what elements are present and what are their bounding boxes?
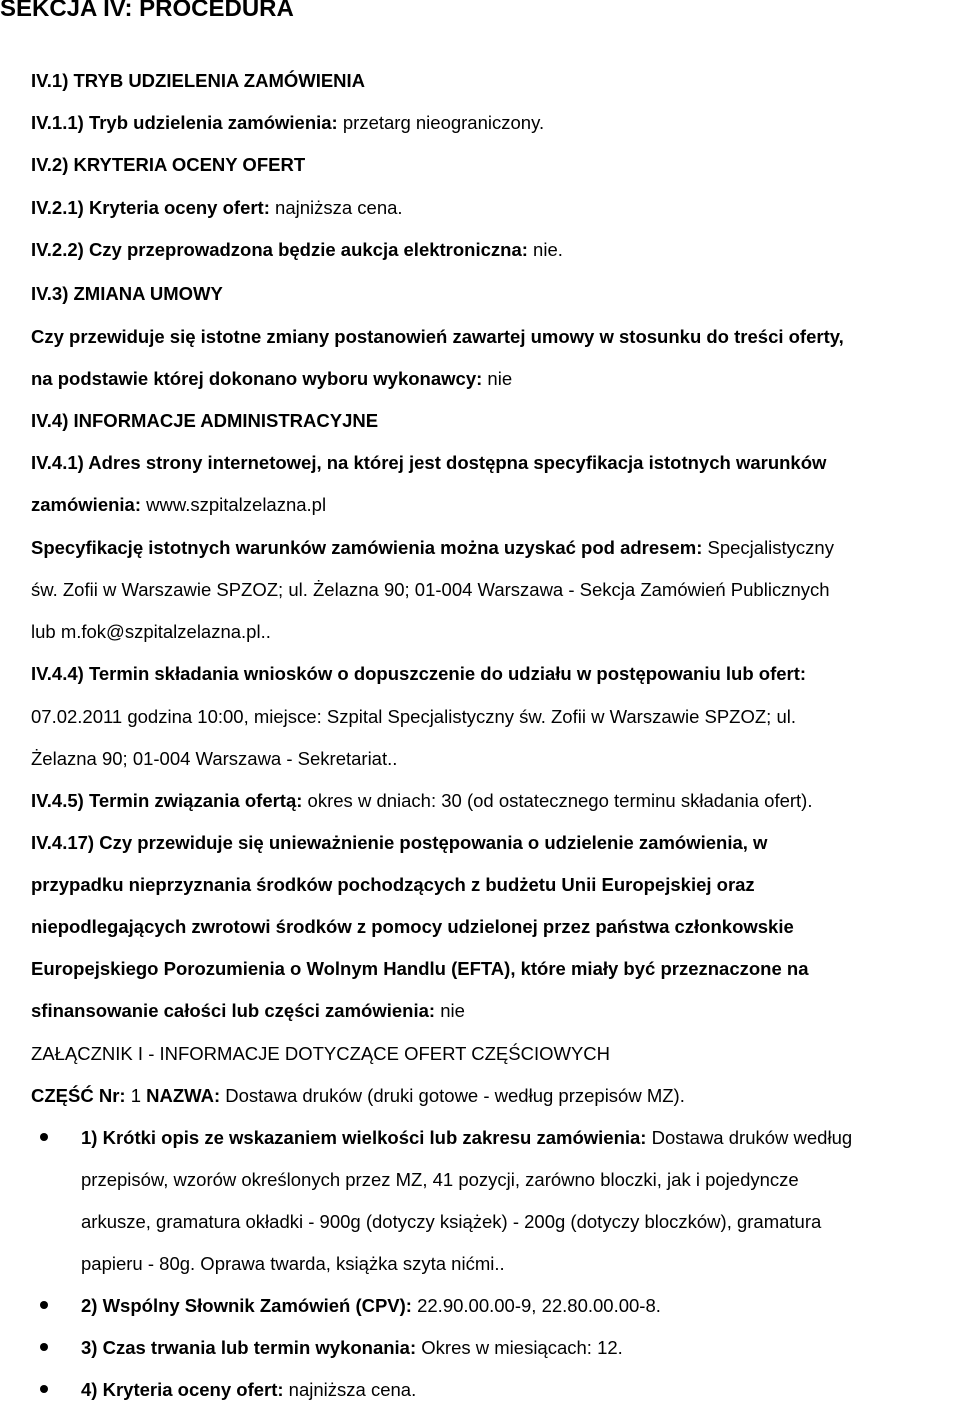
line-uniewaznienie-4: Europejskiego Porozumienia o Wolnym Handlu (EFTA), które miały być przeznaczone na (31, 958, 809, 979)
bullet-item-opis: 1) Krótki opis ze wskazaniem wielkości lub zakresu zamówienia: Dostawa druków według (81, 1127, 853, 1148)
line-czesc: CZĘŚĆ Nr: 1 NAZWA: Dostawa druków (druki gotowe - według przepisów MZ). (31, 1085, 685, 1106)
bullet-icon (40, 1385, 48, 1393)
heading-iv-1: IV.1) TRYB UDZIELENIA ZAMÓWIENIA (31, 70, 366, 91)
line-uniewaznienie-5: sfinansowanie całości lub części zamówienia: nie (31, 1000, 465, 1021)
bullet-item-opis-cont2: arkusze, gramatura okładki - 900g (dotyczy książek) - 200g (dotyczy bloczków), gramatura (81, 1211, 822, 1232)
heading-iv-4: IV.4) INFORMACJE ADMINISTRACYJNE (31, 410, 379, 431)
line-termin-cont2: Żelazna 90; 01-004 Warszawa - Sekretariat.. (31, 748, 398, 769)
line-uniewaznienie-2: przypadku nieprzyznania środków pochodzących z budżetu Unii Europejskiej oraz (31, 874, 755, 895)
line-uniewaznienie-3: niepodlegających zwrotowi środków z pomocy udzielonej przez państwa członkowskie (31, 916, 794, 937)
annex-heading: ZAŁĄCZNIK I - INFORMACJE DOTYCZĄCE OFERT CZĘŚCIOWYCH (31, 1043, 611, 1064)
heading-iv-3: IV.3) ZMIANA UMOWY (31, 283, 223, 304)
line-uniewaznienie: IV.4.17) Czy przewiduje się unieważnienie postępowania o udzielenie zamówienia, w (31, 832, 768, 853)
line-aukcja: IV.2.2) Czy przeprowadzona będzie aukcja elektroniczna: nie. (31, 239, 563, 260)
heading-iv-2: IV.2) KRYTERIA OCENY OFERT (31, 154, 306, 175)
line-zmiany: Czy przewiduje się istotne zmiany postanowień zawartej umowy w stosunku do treści oferty, (31, 326, 844, 347)
line-termin-cont: 07.02.2011 godzina 10:00, miejsce: Szpital Specjalistyczny św. Zofii w Warszawie SPZOZ; ul. (31, 706, 796, 727)
bullet-icon (40, 1343, 48, 1351)
line-adres-cont: zamówienia: www.szpitalzelazna.pl (31, 494, 327, 515)
bullet-item-opis-cont3: papieru - 80g. Oprawa twarda, książka szyta nićmi.. (81, 1253, 505, 1274)
line-zmiany-cont: na podstawie której dokonano wyboru wykonawcy: nie (31, 368, 513, 389)
bullet-item-czas: 3) Czas trwania lub termin wykonania: Okres w miesiącach: 12. (81, 1337, 623, 1358)
section-title: SEKCJA IV: PROCEDURA (0, 0, 294, 22)
bullet-item-kryteria: 4) Kryteria oceny ofert: najniższa cena. (81, 1379, 417, 1400)
bullet-icon (40, 1301, 48, 1309)
bullet-item-opis-cont1: przepisów, wzorów określonych przez MZ, 41 pozycji, zarówno bloczki, jak i pojedyncze (81, 1169, 799, 1190)
line-siwz: Specyfikację istotnych warunków zamówienia można uzyskać pod adresem: Specjalistyczny (31, 537, 834, 558)
line-kryteria: IV.2.1) Kryteria oceny ofert: najniższa cena. (31, 197, 403, 218)
line-siwz-email: lub m.fok@szpitalzelazna.pl.. (31, 621, 271, 642)
line-zwiazanie: IV.4.5) Termin związania ofertą: okres w dniach: 30 (od ostatecznego terminu składania ofert). (31, 790, 813, 811)
line-termin: IV.4.4) Termin składania wniosków o dopuszczenie do udziału w postępowaniu lub ofert: (31, 663, 807, 684)
line-tryb: IV.1.1) Tryb udzielenia zamówienia: przetarg nieograniczony. (31, 112, 545, 133)
bullet-icon (40, 1133, 48, 1141)
line-siwz-cont: św. Zofii w Warszawie SPZOZ; ul. Żelazna 90; 01-004 Warszawa - Sekcja Zamówień Publicznych (31, 579, 830, 600)
bullet-item-cpv: 2) Wspólny Słownik Zamówień (CPV): 22.90.00.00-9, 22.80.00.00-8. (81, 1295, 661, 1316)
line-adres: IV.4.1) Adres strony internetowej, na której jest dostępna specyfikacja istotnych warunków (31, 452, 827, 473)
